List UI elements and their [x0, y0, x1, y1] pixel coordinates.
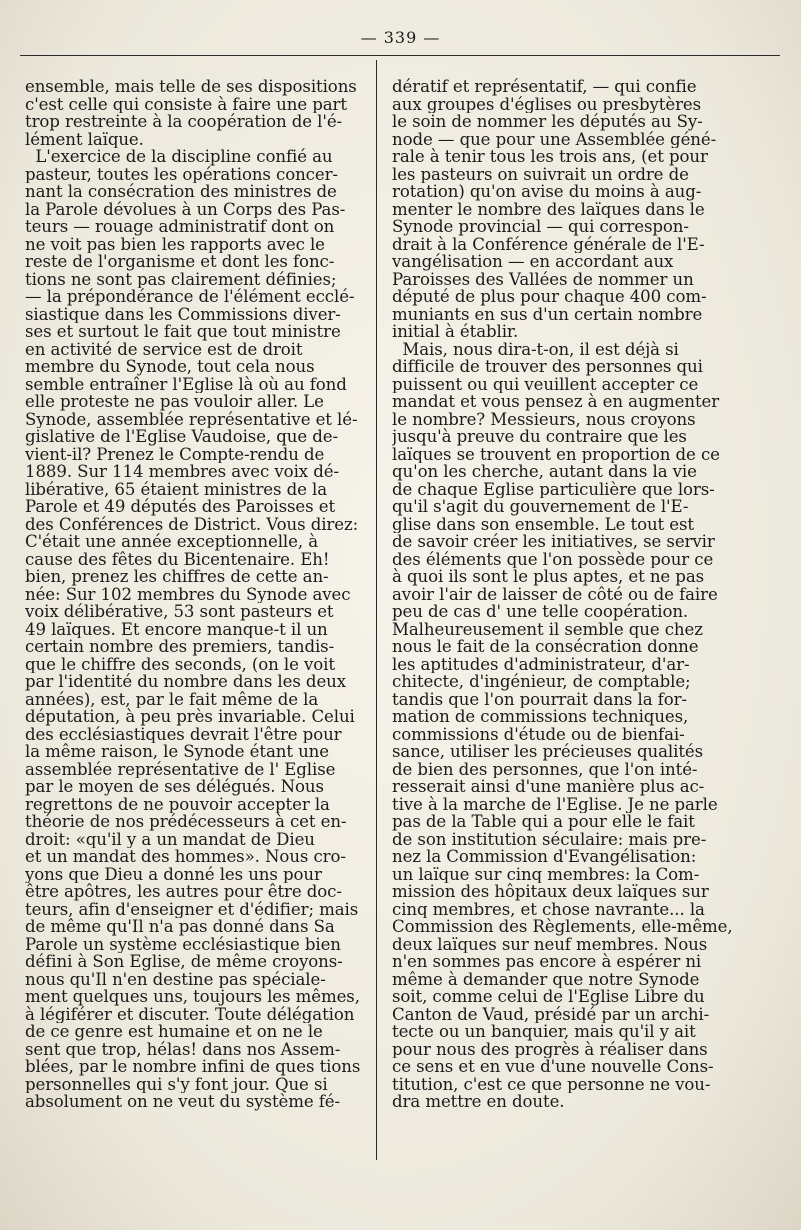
text-line: C'était une année exceptionnelle, à — [25, 533, 318, 551]
text-line: muniants en sus d'un certain nombre — [392, 305, 703, 323]
text-line: initial à établir. — [392, 323, 519, 341]
text-line: 49 laïques. Et encore manque-t il un — [25, 620, 328, 638]
header-rule — [20, 55, 780, 56]
text-line: difficile de trouver des personnes qui — [392, 358, 703, 376]
text-line: rotation) qu'on avise du moins à aug- — [392, 183, 702, 201]
text-line: nez la Commission d'Evangélisation: — [392, 848, 697, 866]
text-line: par l'identité du nombre dans les deux — [25, 673, 347, 691]
text-line: Synode provincial — qui correspon- — [392, 218, 689, 236]
text-line: de bien des personnes, que l'on inté- — [392, 760, 698, 778]
text-line: que le chiffre des seconds, (on le voit — [25, 655, 335, 673]
text-line: cause des fêtes du Bicentenaire. Eh! — [25, 550, 330, 568]
text-line: par le moyen de ses délégués. Nous — [25, 778, 324, 796]
text-line: assemblée représentative de l' Eglise — [25, 760, 336, 778]
text-line: L'exercice de la discipline confié au — [25, 148, 333, 166]
text-line: nous qu'Il n'en destine pas spéciale- — [25, 970, 326, 988]
text-line: défini à Son Eglise, de même croyons- — [25, 953, 343, 971]
text-line: rale à tenir tous les trois ans, (et pour — [392, 148, 708, 166]
text-line: Parole un système ecclésiastique bien — [25, 935, 341, 953]
text-line: des éléments que l'on possède pour ce — [392, 550, 714, 568]
text-line: chitecte, d'ingénieur, de comptable; — [392, 673, 691, 691]
text-line: Malheureusement il semble que chez — [392, 620, 703, 638]
text-line: regrettons de ne pouvoir accepter la — [25, 795, 330, 813]
text-line: Commission des Règlements, elle-même, — [392, 918, 733, 936]
text-line: absolument on ne veut du système fé- — [25, 1093, 341, 1111]
text-line: jusqu'à preuve du contraire que les — [392, 428, 687, 446]
text-line: de savoir créer les initiatives, se servir — [392, 533, 715, 551]
text-line: sent que trop, hélas! dans nos Assem- — [25, 1040, 341, 1058]
text-line: deux laïques sur neuf membres. Nous — [392, 935, 708, 953]
text-line: ce sens et en vue d'une nouvelle Cons- — [392, 1058, 714, 1076]
text-line: trop restreinte à la coopération de l'é- — [25, 113, 343, 131]
text-line: un laïque sur cinq membres: la Com- — [392, 865, 700, 883]
text-line: années), est, par le fait même de la — [25, 690, 319, 708]
text-line: pas de la Table qui a pour elle le fait — [392, 813, 695, 831]
text-line: Canton de Vaud, présidé par un archi- — [392, 1005, 710, 1023]
text-line: resserait ainsi d'une manière plus ac- — [392, 778, 705, 796]
text-line: nant la consécration des ministres de — [25, 183, 337, 201]
text-line: n'en sommes pas encore à espérer ni — [392, 953, 702, 971]
text-line: avoir l'air de laisser de côté ou de faire — [392, 585, 718, 603]
text-line: à quoi ils sont le plus aptes, et ne pas — [392, 568, 705, 586]
text-line: Paroisses des Vallées de nommer un — [392, 270, 694, 288]
text-line: certain nombre des premiers, tandis- — [25, 638, 335, 656]
text-line: de ce genre est humaine et on ne le — [25, 1023, 323, 1041]
column-divider — [376, 60, 377, 1160]
text-line: Synode, assemblée représentative et lé- — [25, 410, 358, 428]
text-line: même à demander que notre Synode — [392, 970, 700, 988]
right-column — [392, 78, 737, 1111]
text-line: bien, prenez les chiffres de cette an- — [25, 568, 329, 586]
text-line: membre du Synode, tout cela nous — [25, 358, 315, 376]
text-line: qu'il s'agit du gouvernement de l'E- — [392, 498, 689, 516]
text-line: le nombre? Messieurs, nous croyons — [392, 410, 696, 428]
text-line: Parole et 49 députés des Paroisses et — [25, 498, 336, 516]
text-line: gislative de l'Eglise Vaudoise, que de- — [25, 428, 339, 446]
text-line: lément laïque. — [25, 130, 144, 148]
text-line: député de plus pour chaque 400 com- — [392, 288, 707, 306]
text-line: le soin de nommer les députés au Sy- — [392, 113, 703, 131]
text-line: glise dans son ensemble. Le tout est — [392, 515, 694, 533]
text-line: reste de l'organisme et dont les fonc- — [25, 253, 335, 271]
text-line: dra mettre en doute. — [392, 1093, 565, 1111]
text-line: libérative, 65 étaient ministres de la — [25, 480, 328, 498]
text-line: yons que Dieu a donné les uns pour — [25, 865, 322, 883]
text-line: titution, c'est ce que personne ne vou- — [392, 1075, 711, 1093]
text-line: pasteur, toutes les opérations concer- — [25, 165, 338, 183]
text-line: et un mandat des hommes». Nous cro- — [25, 848, 346, 866]
text-line: soit, comme celui de l'Eglise Libre du — [392, 988, 705, 1006]
text-line: en activité de service est de droit — [25, 340, 303, 358]
text-line: commissions d'étude ou de bienfai- — [392, 725, 685, 743]
text-line: cinq membres, et chose navrante... la — [392, 900, 705, 918]
text-line: peu de cas d' une telle coopération. — [392, 603, 689, 621]
text-line: vient-il? Prenez le Compte-rendu de — [25, 445, 325, 463]
text-line: 1889. Sur 114 membres avec voix dé- — [25, 463, 339, 481]
text-line: tive à la marche de l'Eglise. Je ne parle — [392, 795, 718, 813]
text-line: pour nous des progrès à réaliser dans — [392, 1040, 708, 1058]
text-line: droit: «qu'il y a un mandat de Dieu — [25, 830, 315, 848]
text-line: de son institution séculaire: mais pre- — [392, 830, 707, 848]
text-line: mation de commissions techniques, — [392, 708, 689, 726]
text-line: blées, par le nombre infini de ques tions — [25, 1058, 361, 1076]
text-line: à légiférer et discuter. Toute délégation — [25, 1005, 355, 1023]
text-line: les aptitudes d'administrateur, d'ar- — [392, 655, 690, 673]
text-line: semble entraîner l'Eglise là où au fond — [25, 375, 347, 393]
text-line: menter le nombre des laïques dans le — [392, 200, 705, 218]
text-line: la Parole dévolues à un Corps des Pas- — [25, 200, 346, 218]
text-line: drait à la Conférence générale de l'E- — [392, 235, 705, 253]
text-line: la même raison, le Synode étant une — [25, 743, 329, 761]
text-line: — la prépondérance de l'élément ecclé- — [25, 288, 355, 306]
text-line: mission des hôpitaux deux laïques sur — [392, 883, 709, 901]
text-line: ensemble, mais telle de ses dispositions — [25, 78, 357, 96]
text-line: des ecclésiastiques devrait l'être pour — [25, 725, 342, 743]
text-line: des Conférences de District. Vous direz: — [25, 515, 359, 533]
text-line: qu'on les cherche, autant dans la vie — [392, 463, 697, 481]
text-line: les pasteurs on suivrait un ordre de — [392, 165, 689, 183]
text-line: tions ne sont pas clairement définies; — [25, 270, 337, 288]
text-line: sance, utiliser les précieuses qualités — [392, 743, 704, 761]
text-line: voix délibérative, 53 sont pasteurs et — [25, 603, 334, 621]
text-line: tecte ou un banquier, mais qu'il y ait — [392, 1023, 696, 1041]
text-line: tandis que l'on pourrait dans la for- — [392, 690, 687, 708]
text-line: c'est celle qui consiste à faire une part — [25, 95, 347, 113]
text-line: mandat et vous pensez à en augmenter — [392, 393, 720, 411]
text-line: ment quelques uns, toujours les mêmes, — [25, 988, 360, 1006]
text-line: puissent ou qui veuillent accepter ce — [392, 375, 699, 393]
text-line: vangélisation — en accordant aux — [392, 253, 674, 271]
text-line: née: Sur 102 membres du Synode avec — [25, 585, 351, 603]
text-line: ne voit pas bien les rapports avec le — [25, 235, 325, 253]
text-line: dératif et représentatif, — qui confie — [392, 78, 697, 96]
text-line: de même qu'Il n'a pas donné dans Sa — [25, 918, 335, 936]
page-number: — 339 — — [360, 28, 441, 47]
left-column — [25, 78, 365, 1111]
text-line: elle proteste ne pas vouloir aller. Le — [25, 393, 324, 411]
text-line: députation, à peu près invariable. Celui — [25, 708, 355, 726]
text-line: nous le fait de la consécration donne — [392, 638, 699, 656]
text-line: Mais, nous dira-t-on, il est déjà si — [392, 340, 679, 358]
text-line: siastique dans les Commissions diver- — [25, 305, 341, 323]
text-line: ses et surtout le fait que tout ministre — [25, 323, 341, 341]
text-line: node — que pour une Assemblée géné- — [392, 130, 717, 148]
text-line: être apôtres, les autres pour être doc- — [25, 883, 342, 901]
text-line: teurs — rouage administratif dont on — [25, 218, 335, 236]
text-line: personnelles qui s'y font jour. Que si — [25, 1075, 328, 1093]
text-line: laïques se trouvent en proportion de ce — [392, 445, 720, 463]
text-line: de chaque Eglise particulière que lors- — [392, 480, 715, 498]
text-line: aux groupes d'églises ou presbytères — [392, 95, 702, 113]
text-line: théorie de nos prédécesseurs à cet en- — [25, 813, 347, 831]
text-line: teurs, afin d'enseigner et d'édifier; mais — [25, 900, 359, 918]
